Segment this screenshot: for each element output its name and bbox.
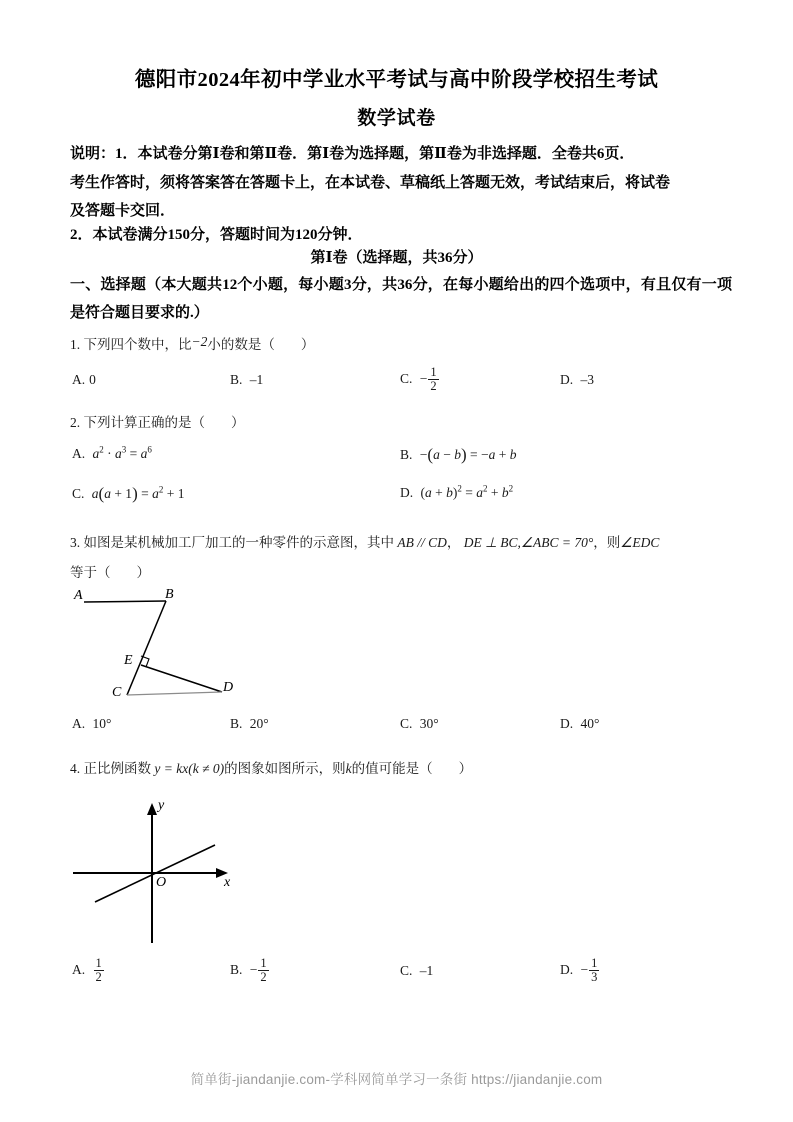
question-2-option-a[interactable] xyxy=(72,444,152,462)
option-b-fraction xyxy=(258,957,268,985)
option-c-sign: − xyxy=(419,371,428,387)
option-d-value: 40° xyxy=(580,716,600,731)
option-a-value: 10° xyxy=(92,716,112,731)
option-c-label: C. xyxy=(400,963,413,978)
footer-watermark: 简单街-jiandanjie.com-学科网简单学习一条街 https://jiandanjie.com xyxy=(190,1072,603,1087)
option-c-value: –1 xyxy=(419,963,434,978)
option-a-label: A. xyxy=(72,445,86,461)
question-2-option-b[interactable] xyxy=(400,444,516,464)
question-2-option-d[interactable] xyxy=(400,483,513,501)
option-b-label: B. xyxy=(400,447,413,462)
question-4-option-c[interactable] xyxy=(400,963,433,979)
question-2-stem xyxy=(70,411,670,435)
question-1-value: −2 xyxy=(191,334,208,349)
option-c-label: C. xyxy=(400,371,413,387)
question-3-option-b[interactable] xyxy=(230,716,269,732)
question-3-stem-line2 xyxy=(70,561,150,585)
question-3-math-2: DE ⊥ BC,∠ABC = 70° xyxy=(463,535,594,550)
instruction-line-1: 说明：1．本试卷分第Ⅰ卷和第Ⅱ卷．第Ⅰ卷为选择题，第Ⅱ卷为非选择题．全卷共6页． xyxy=(70,146,635,162)
figure-point-c-label: C xyxy=(112,685,122,700)
question-3-sep-2: ，则 xyxy=(593,535,621,550)
option-d-sign: − xyxy=(580,962,589,978)
question-3-sep-1: ， xyxy=(446,535,461,550)
question-3-text-2: 等于（ xyxy=(70,565,111,580)
question-4-option-b[interactable] xyxy=(230,957,270,985)
option-d-label: D. xyxy=(560,962,574,978)
option-a-label: A. xyxy=(72,962,86,978)
fraction-numerator: 1 xyxy=(95,955,102,970)
question-4-number: 4. xyxy=(70,761,81,776)
fraction-denominator: 2 xyxy=(95,970,102,984)
option-a-label: A. xyxy=(72,716,86,731)
question-3-number: 3. xyxy=(70,535,81,550)
figure-point-d-label: D xyxy=(223,680,234,695)
option-c-expression: $a(a + 1) = a^2 + 1$ xyxy=(91,484,185,503)
question-3-option-a[interactable] xyxy=(72,716,111,732)
instructions-block xyxy=(70,140,730,226)
question-3-option-c[interactable] xyxy=(400,716,439,732)
question-4-text-after: 的值可能是（ xyxy=(351,761,433,776)
question-3-paren-close: ） xyxy=(136,565,150,580)
question-4-text-mid: 的图象如图所示，则 xyxy=(224,761,346,776)
fraction-numerator: 1 xyxy=(260,955,267,970)
option-a-expression: $a^2 \cdot a^3 = a^6$ xyxy=(92,444,152,461)
question-4-k: k xyxy=(345,761,352,776)
instruction-line-4: 2．本试卷满分150分，答题时间为120分钟． xyxy=(70,227,363,243)
question-1-number: 1. xyxy=(70,337,81,352)
question-4-stem xyxy=(70,757,730,781)
figure-point-a-label: A xyxy=(74,588,83,603)
question-4-paren-close: ） xyxy=(458,761,473,776)
question-4-option-a[interactable] xyxy=(72,957,105,985)
proportional-function-svg xyxy=(70,795,270,945)
question-4-figure xyxy=(70,795,270,945)
page-title: 德阳市2024年初中学业水平考试与高中阶段学校招生考试 xyxy=(134,69,659,91)
option-a-label: A. xyxy=(72,372,86,387)
option-d-label: D. xyxy=(560,716,574,731)
option-d-label: D. xyxy=(560,372,574,387)
option-d-fraction xyxy=(589,957,599,985)
figure-origin-label: O xyxy=(156,875,167,890)
fraction-denominator: 3 xyxy=(591,970,598,984)
question-1-option-d[interactable] xyxy=(560,372,594,388)
option-b-value: –1 xyxy=(249,372,264,387)
option-b-value: 20° xyxy=(249,716,269,731)
figure-point-b-label: B xyxy=(165,587,174,602)
question-3-figure xyxy=(70,585,300,710)
option-c-label: C. xyxy=(72,486,85,501)
option-d-label: D. xyxy=(400,484,414,500)
option-a-value: 0 xyxy=(89,372,96,387)
fraction-numerator: 1 xyxy=(591,955,598,970)
option-d-expression: $(a + b)^2 = a^2 + b^2$ xyxy=(420,483,514,500)
question-1-stem xyxy=(70,333,670,357)
option-b-label: B. xyxy=(230,962,243,978)
question-1-text-after: 小的数是（ xyxy=(207,337,275,352)
question-3-math-1: AB // CD xyxy=(397,535,447,550)
option-b-sign: − xyxy=(249,962,258,978)
option-a-fraction xyxy=(94,957,104,985)
instruction-line-3: 及答题卡交回． xyxy=(70,203,176,219)
fraction-numerator: 1 xyxy=(430,364,437,379)
question-4-math: y = kx(k ≠ 0) xyxy=(154,761,225,776)
mechanical-part-svg xyxy=(70,585,300,710)
option-c-fraction xyxy=(428,366,438,394)
option-c-label: C. xyxy=(400,716,413,731)
page-subtitle: 数学试卷 xyxy=(357,108,436,129)
question-3-text-1: 如图是某机械加工厂加工的一种零件的示意图，其中 xyxy=(83,535,394,550)
question-1-text-before: 下列四个数中，比 xyxy=(83,337,192,352)
question-2-number: 2. xyxy=(70,415,81,430)
figure-point-e-label: E xyxy=(124,653,133,668)
fraction-denominator: 2 xyxy=(260,970,267,984)
question-3-stem xyxy=(70,531,738,555)
question-1-option-c[interactable] xyxy=(400,366,440,394)
question-3-option-d[interactable] xyxy=(560,716,599,732)
question-2-text: 下列计算正确的是（ xyxy=(83,415,205,430)
figure-x-axis-label: x xyxy=(224,875,231,890)
option-d-value: –3 xyxy=(580,372,594,387)
question-2-option-c[interactable] xyxy=(72,483,184,503)
figure-y-axis-label: y xyxy=(158,798,165,813)
part-one-header: 第Ⅰ卷（选择题，共36分） xyxy=(310,250,483,266)
option-b-expression: −(a − b) = −a + b xyxy=(419,445,517,464)
section-one-intro: 一、选择题（本大题共12个小题，每小题3分，共36分，在每小题给出的四个选项中，有且仅有一项是符合题目要求的.） xyxy=(70,277,732,321)
question-1-option-a[interactable] xyxy=(72,372,96,388)
question-4-option-d[interactable] xyxy=(560,957,600,985)
option-c-value: 30° xyxy=(419,716,439,731)
option-b-label: B. xyxy=(230,372,243,387)
question-3-math-3: ∠EDC xyxy=(620,535,660,550)
question-2-paren-close: ） xyxy=(231,415,245,430)
question-4-text-before: 正比例函数 xyxy=(83,761,151,776)
question-1-option-b[interactable] xyxy=(230,372,263,388)
fraction-denominator: 2 xyxy=(430,379,437,393)
option-b-label: B. xyxy=(230,716,243,731)
instruction-line-2: 考生作答时，须将答案答在答题卡上，在本试卷、草稿纸上答题无效，考试结束后，将试卷 xyxy=(70,174,671,191)
question-1-paren-close: ） xyxy=(300,337,315,352)
